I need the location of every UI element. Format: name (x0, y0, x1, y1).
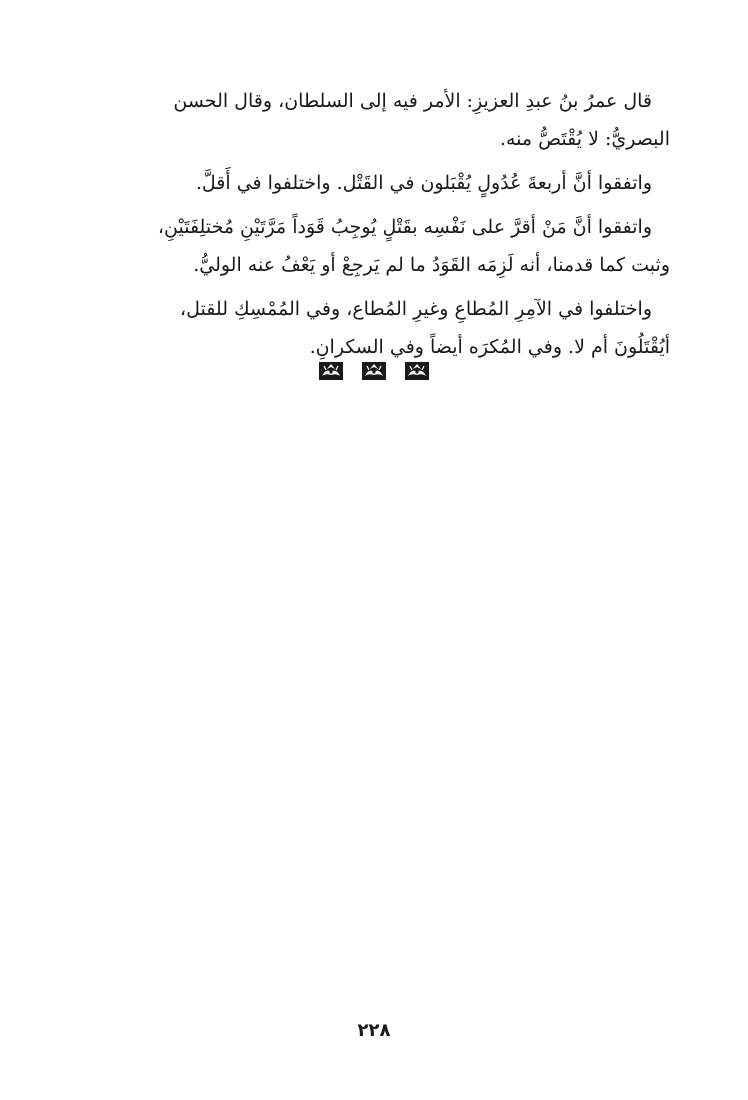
floral-ornament-icon (318, 361, 344, 381)
section-ornaments (318, 360, 430, 382)
paragraph-2 (80, 164, 670, 202)
text-line: قال عمرُ بنُ عبدِ العزيزِ: الأمر فيه إلى السلطان، وقال الحسن (173, 90, 652, 112)
page-number: ٢٢٨ (357, 1020, 391, 1041)
floral-ornament-icon (404, 361, 430, 381)
text-line: واتفقوا أنَّ مَنْ أقرَّ على نَفْسِه بقَتْلٍ يُوجِبُ قَوَداً مَرَّتَيْنِ مُختلِفَتَيْنِ، (157, 216, 652, 238)
text-line: البصريُّ: لا يُقْتَصُّ منه. (499, 128, 670, 150)
text-line: واختلفوا في الآمِرِ المُطاعِ وغيرِ المُطاع، وفي المُمْسِكِ للقتل، (180, 298, 652, 320)
floral-ornament-icon (361, 361, 387, 381)
paragraph-4 (80, 290, 670, 366)
text-line: أيُقْتَلُونَ أم لا. وفي المُكرَه أيضاً وفي السكرانِ. (309, 336, 670, 358)
paragraph-3 (80, 208, 670, 284)
text-line: واتفقوا أنَّ أربعةَ عُدُولٍ يُقْبَلون في القَتْل. واختلفوا في أَقلَّ. (195, 172, 652, 194)
body-text (80, 82, 670, 366)
text-line: وثبت كما قدمنا، أنه لَزِمَه القَوَدُ ما لم يَرجِعْ أو يَعْفُ عنه الوليُّ. (193, 254, 670, 276)
paragraph-1 (80, 82, 670, 158)
